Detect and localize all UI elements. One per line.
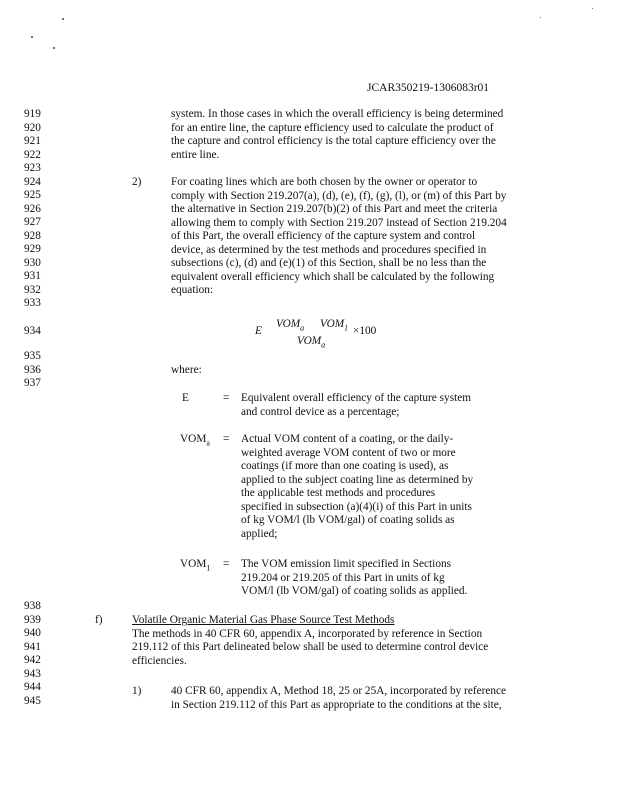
text-line: equation: <box>171 284 214 296</box>
text-line: equivalent overall efficiency which shall be calculated by the following <box>171 270 495 283</box>
line-number: 935 <box>24 350 41 362</box>
equation-symbol: VOM <box>297 335 322 347</box>
definition-symbol <box>180 433 210 450</box>
line-number: 941 <box>24 640 41 653</box>
text-line: the alternative in Section 219.207(b)(2) of this Part and meet the criteria <box>171 203 498 215</box>
text-line: in Section 219.112 of this Part as appropriate to the conditions at the site, <box>171 698 502 711</box>
text-line: specified in subsection (a)(4)(i) of this Part in units <box>241 500 472 513</box>
text-line: for an entire line, the capture efficiency used to calculate the product of <box>171 121 494 134</box>
text-line: device, as determined by the test methods and procedures specified in <box>171 243 487 256</box>
text-line: the applicable test methods and procedures <box>241 487 436 499</box>
equation-lhs: E <box>255 325 262 337</box>
text-line: the capture and control efficiency is the total capture efficiency over the <box>171 135 496 147</box>
equation-symbol: VOM <box>276 318 301 330</box>
text-line: The methods in 40 CFR 60, appendix A, incorporated by reference in Section <box>132 627 483 640</box>
line-number: 932 <box>24 283 41 296</box>
line-number: 922 <box>24 148 41 161</box>
text-line: system. In those cases in which the overall efficiency is being determined <box>171 108 504 120</box>
line-number: 929 <box>24 243 41 255</box>
line-number: 945 <box>24 694 41 707</box>
definition-symbol: E <box>182 392 189 404</box>
item-2-paragraph <box>171 176 507 298</box>
line-number-equation: 934 <box>24 325 41 337</box>
text-line: efficiencies. <box>132 654 187 667</box>
line-number: 928 <box>24 229 41 242</box>
text-line: of this Part, the overall efficiency of the capture system and control <box>171 230 476 242</box>
text-line: comply with Section 219.207(a), (d), (e), (f), (g), (l), or (m) of this Part by <box>171 189 507 202</box>
definition-text <box>241 558 467 599</box>
text-line: and control device as a percentage; <box>241 405 400 418</box>
line-number: 920 <box>24 121 41 134</box>
scan-speck <box>31 36 33 38</box>
text-line: weighted average VOM content of two or more <box>241 446 456 459</box>
line-number: 943 <box>24 667 41 680</box>
text-line: 40 CFR 60, appendix A, Method 18, 25 or 25A, incorporated by reference <box>171 685 507 697</box>
definition-text <box>241 433 473 541</box>
text-line: The VOM emission limit specified in Sections <box>241 558 452 570</box>
scan-speck <box>592 8 593 9</box>
line-number: 940 <box>24 627 41 639</box>
intro-paragraph <box>171 108 503 162</box>
line-number: 930 <box>24 256 41 269</box>
scan-speck <box>540 17 541 18</box>
document-id: JCAR350219-1306083r01 <box>367 82 490 94</box>
definition-equals: = <box>223 558 230 570</box>
equation-numerator-left <box>276 318 304 332</box>
text-line: Equivalent overall efficiency of the capture system <box>241 392 472 404</box>
line-number: 939 <box>24 613 41 626</box>
text-line: VOM/l (lb VOM/gal) of coating solids as applied. <box>241 585 468 597</box>
line-number: 925 <box>24 189 41 201</box>
line-numbers-block-3 <box>24 600 41 708</box>
line-numbers-block-1 <box>24 108 41 311</box>
scan-speck <box>62 18 64 20</box>
equation-symbol: VOM <box>320 318 345 330</box>
definition-text <box>241 392 471 419</box>
definition-symbol-base: VOM <box>180 558 207 570</box>
where-label: where: <box>171 364 202 376</box>
equation-denominator <box>297 335 325 349</box>
item-2-label: 2) <box>132 176 142 188</box>
section-f-title: Volatile Organic Material Gas Phase Source Test Methods <box>132 614 395 626</box>
line-number: 923 <box>24 162 41 174</box>
item-f1-label: 1) <box>132 685 142 697</box>
definition-equals: = <box>223 433 230 445</box>
equation-numerator-right <box>320 318 348 332</box>
equation-subscript: a <box>321 340 326 350</box>
line-number: 919 <box>24 108 41 120</box>
equation-multiplier: ×100 <box>353 325 377 337</box>
scan-speck <box>53 47 55 49</box>
definition-equals: = <box>223 392 230 404</box>
text-line: applied to the subject coating line as determined by <box>241 473 474 486</box>
text-line: allowing them to comply with Section 219.207 instead of Section 219.204 <box>171 216 507 229</box>
line-number: 924 <box>24 175 41 188</box>
text-line: Actual VOM content of a coating, or the daily- <box>241 433 454 445</box>
text-line: coatings (if more than one coating is used), as <box>241 460 449 472</box>
line-number: 927 <box>24 216 41 228</box>
line-number: 944 <box>24 681 41 693</box>
text-line: applied; <box>241 527 278 540</box>
line-number: 933 <box>24 297 41 309</box>
line-number: 921 <box>24 135 41 147</box>
text-line: 219.204 or 219.205 of this Part in units of kg <box>241 571 445 584</box>
line-number: 936 <box>24 363 41 376</box>
line-number: 937 <box>24 377 41 389</box>
line-number: 926 <box>24 202 41 215</box>
definition-symbol <box>180 558 210 575</box>
item-f1-paragraph <box>171 685 506 712</box>
text-line: entire line. <box>171 148 220 161</box>
line-number: 931 <box>24 270 41 282</box>
text-line: 219.112 of this Part delineated below shall be used to determine control device <box>132 641 489 653</box>
definition-symbol-subscript: a <box>206 438 210 448</box>
line-number: 942 <box>24 654 41 666</box>
line-number: 938 <box>24 600 41 612</box>
equation-subscript: a <box>300 323 305 333</box>
definition-symbol-base: VOM <box>180 433 207 445</box>
definition-symbol-subscript: 1 <box>206 563 211 573</box>
section-f-label: f) <box>95 614 103 626</box>
equation-subscript: 1 <box>344 323 349 333</box>
text-line: of kg VOM/l (lb VOM/gal) of coating solids as <box>241 514 455 526</box>
text-line: For coating lines which are both chosen by the owner or operator to <box>171 176 478 188</box>
line-numbers-block-2 <box>24 350 41 391</box>
section-f-body <box>132 614 488 668</box>
text-line: subsections (c), (d) and (e)(1) of this Section, shall be no less than the <box>171 257 487 269</box>
